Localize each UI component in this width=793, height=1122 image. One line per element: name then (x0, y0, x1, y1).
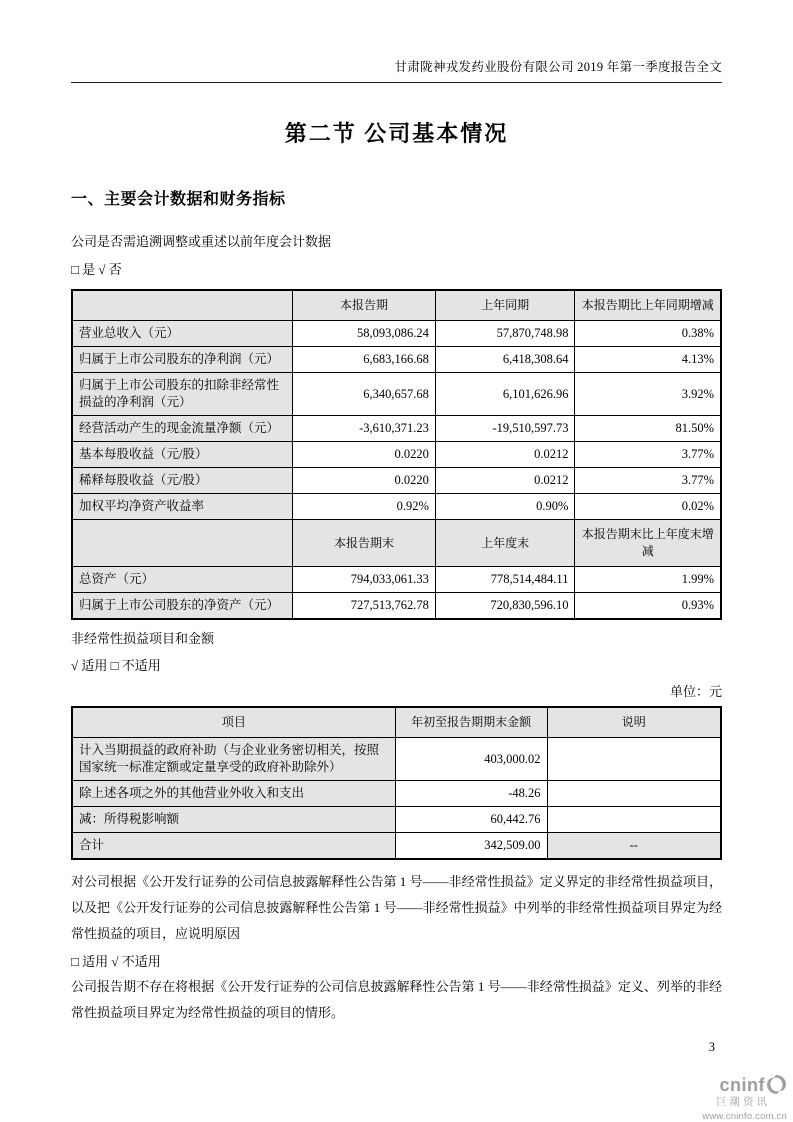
header-cell: 说明 (547, 707, 721, 738)
page-content (71, 0, 722, 1026)
value-cell: 6,340,657.68 (293, 373, 436, 416)
value-cell: 0.0220 (293, 468, 436, 494)
value-cell: 0.0220 (293, 442, 436, 468)
restate-answer-checkline: □ 是 √ 否 (71, 262, 122, 277)
value-cell: 3.77% (575, 442, 721, 468)
nonrecurring-items-table (71, 706, 722, 860)
row-label: 经营活动产生的现金流量净额（元） (72, 416, 293, 442)
note-cell: -- (547, 833, 721, 860)
header-cell: 本报告期末比上年度末增减 (575, 520, 721, 567)
value-cell: 6,101,626.96 (435, 373, 575, 416)
note-cell (547, 738, 721, 781)
value-cell: 57,870,748.98 (435, 321, 575, 347)
row-label: 总资产（元） (72, 567, 293, 593)
value-cell: -19,510,597.73 (435, 416, 575, 442)
doc-header-text: 甘肃陇神戎发药业股份有限公司 2019 年第一季度报告全文 (394, 60, 722, 74)
note-cell (547, 807, 721, 833)
table-row (72, 442, 721, 468)
table-row (72, 347, 721, 373)
value-cell: 342,509.00 (395, 833, 547, 860)
value-cell: 4.13% (575, 347, 721, 373)
row-label: 营业总收入（元） (72, 321, 293, 347)
value-cell: 0.0212 (435, 442, 575, 468)
header-cell: 本报告期比上年同期增减 (575, 290, 721, 321)
table-header-row (72, 290, 721, 321)
cninfo-logo-url: www.cninfo.com.cn (702, 1111, 787, 1122)
explanation-paragraph: 对公司根据《公开发行证券的公司信息披露解释性公告第 1 号——非经常性损益》定义界定的非经常性损益项目，以及把《公开发行证券的公司信息披露解释性公告第 1 号——非经常性损益》中列举的非经常性损益项目界定为经常性损益的项目，应说明原因 (71, 874, 722, 941)
table-row (72, 738, 721, 781)
row-label: 基本每股收益（元/股） (72, 442, 293, 468)
row-label: 减：所得税影响额 (72, 807, 395, 833)
table-row (72, 468, 721, 494)
header-cell (72, 290, 293, 321)
value-cell: 794,033,061.33 (293, 567, 436, 593)
row-label: 归属于上市公司股东的扣除非经常性损益的净利润（元） (72, 373, 293, 416)
section-heading: 一、主要会计数据和财务指标 (71, 191, 286, 208)
cninfo-logo-top (675, 1074, 787, 1095)
row-label: 除上述各项之外的其他营业外收入和支出 (72, 781, 395, 807)
value-cell: 1.99% (575, 567, 721, 593)
row-label: 计入当期损益的政府补助（与企业业务密切相关，按照国家统一标准定额或定量享受的政府补助除外） (72, 738, 395, 781)
table-midheader-row (72, 520, 721, 567)
value-cell: 3.77% (575, 468, 721, 494)
header-cell: 上年度末 (435, 520, 575, 567)
table-total-row (72, 833, 721, 860)
header-cell: 上年同期 (435, 290, 575, 321)
table-row (72, 373, 721, 416)
header-cell: 本报告期 (293, 290, 436, 321)
value-cell: 727,513,762.78 (293, 593, 436, 620)
value-cell: 0.0212 (435, 468, 575, 494)
value-cell: 6,418,308.64 (435, 347, 575, 373)
value-cell: 720,830,596.10 (435, 593, 575, 620)
row-label: 稀释每股收益（元/股） (72, 468, 293, 494)
value-cell: 58,093,086.24 (293, 321, 436, 347)
value-cell: 0.38% (575, 321, 721, 347)
page-number: 3 (708, 1040, 715, 1054)
row-label: 归属于上市公司股东的净资产（元） (72, 593, 293, 620)
page-title: 第二节 公司基本情况 (284, 121, 509, 146)
table-row (72, 416, 721, 442)
header-cell: 项目 (72, 707, 395, 738)
row-label: 合计 (72, 833, 395, 860)
header-rule (71, 82, 722, 83)
cninfo-logo-subtitle: 巨潮资讯 (716, 1096, 770, 1108)
table-row (72, 567, 721, 593)
cninfo-logo (675, 1074, 787, 1122)
value-cell: 0.02% (575, 494, 721, 520)
note-cell (547, 781, 721, 807)
value-cell: -48.26 (395, 781, 547, 807)
table-row (72, 321, 721, 347)
value-cell: 3.92% (575, 373, 721, 416)
header-cell (72, 520, 293, 567)
key-financials-table (71, 289, 722, 620)
cninfo-logo-text: cninf (719, 1074, 765, 1095)
nonrecurring-answer-checkline: √ 适用 □ 不适用 (71, 658, 161, 673)
statement-paragraph: 公司报告期不存在将根据《公开发行证券的公司信息披露解释性公告第 1 号——非经常性损益》定义、列举的非经常性损益项目界定为经常性损益的项目的情形。 (71, 979, 722, 1020)
value-cell: -3,610,371.23 (293, 416, 436, 442)
row-label: 归属于上市公司股东的净利润（元） (72, 347, 293, 373)
header-cell: 年初至报告期期末金额 (395, 707, 547, 738)
value-cell: 6,683,166.68 (293, 347, 436, 373)
value-cell: 403,000.02 (395, 738, 547, 781)
nonrecurring-label: 非经常性损益项目和金额 (71, 631, 215, 646)
header-cell: 本报告期末 (293, 520, 436, 567)
applicable-checkline: □ 适用 √ 不适用 (71, 954, 161, 969)
value-cell: 60,442.76 (395, 807, 547, 833)
restate-question: 公司是否需追溯调整或重述以前年度会计数据 (71, 234, 332, 249)
value-cell: 0.92% (293, 494, 436, 520)
table-row (72, 807, 721, 833)
row-label: 加权平均净资产收益率 (72, 494, 293, 520)
table-row (72, 781, 721, 807)
unit-label: 单位：元 (669, 684, 722, 699)
table-header-row (72, 707, 721, 738)
value-cell: 81.50% (575, 416, 721, 442)
value-cell: 0.90% (435, 494, 575, 520)
value-cell: 0.93% (575, 593, 721, 620)
cninfo-swirl-icon (766, 1074, 787, 1095)
table-row (72, 593, 721, 620)
table-row (72, 494, 721, 520)
value-cell: 778,514,484.11 (435, 567, 575, 593)
